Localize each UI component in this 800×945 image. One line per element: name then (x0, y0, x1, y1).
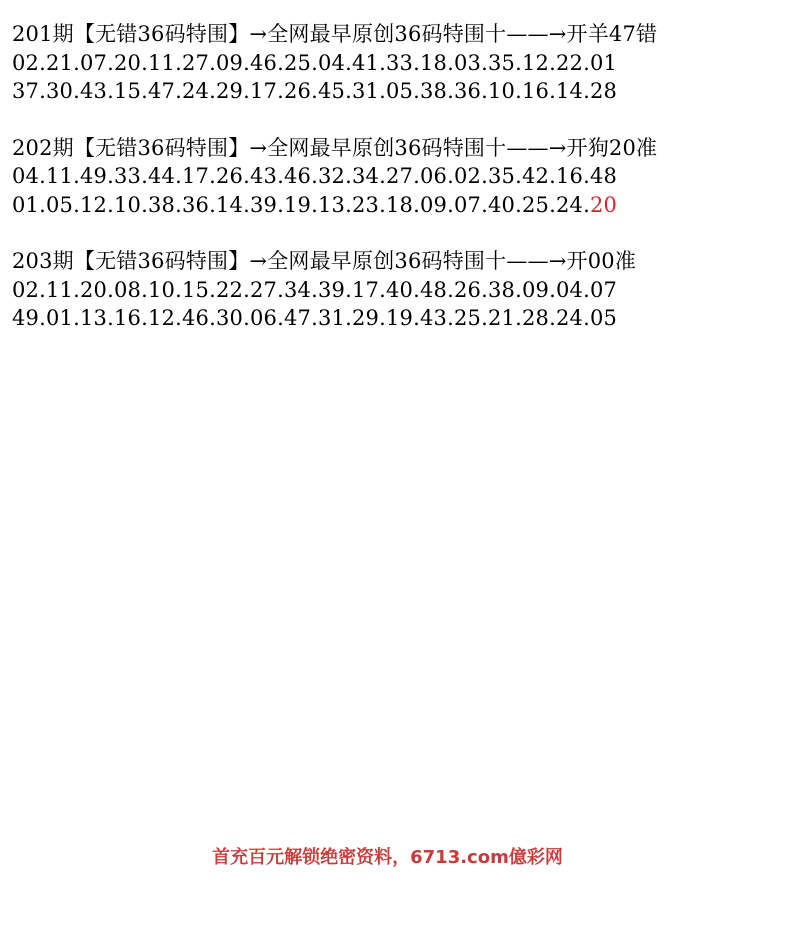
content-area (12, 20, 792, 361)
entry-header: 203期【无错36码特围】→全网最早原创36码特围十——→开00准 (12, 249, 637, 273)
number-row: 02.21.07.20.11.27.09.46.25.04.41.33.18.03.35.12.22.01 (12, 50, 618, 75)
entry-header: 202期【无错36码特围】→全网最早原创36码特围十——→开狗20准 (12, 135, 658, 160)
entry-203 (12, 247, 792, 333)
number-row: 49.01.13.16.12.46.30.06.47.31.29.19.43.25.21.28.24.05 (12, 306, 618, 330)
number-row (12, 191, 792, 220)
number-row-prefix: 01.05.12.10.38.36.14.39.19.13.23.18.09.07.40.25.24. (12, 192, 590, 217)
hit-number: 20 (589, 192, 618, 217)
number-row: 02.11.20.08.10.15.22.27.34.39.17.40.48.26.38.09.04.07 (12, 277, 618, 302)
entry-header: 201期【无错36码特围】→全网最早原创36码特围十——→开羊47错 (12, 22, 658, 46)
promo-footer-text: 首充百元解锁绝密资料，6713.com億彩网 (212, 847, 563, 868)
number-row: 04.11.49.33.44.17.26.43.46.32.34.27.06.02.35.42.16.48 (12, 164, 618, 188)
number-row: 37.30.43.15.47.24.29.17.26.45.31.05.38.36.10.16.14.28 (12, 79, 618, 103)
entry-202 (12, 134, 792, 220)
entry-201 (12, 20, 792, 106)
